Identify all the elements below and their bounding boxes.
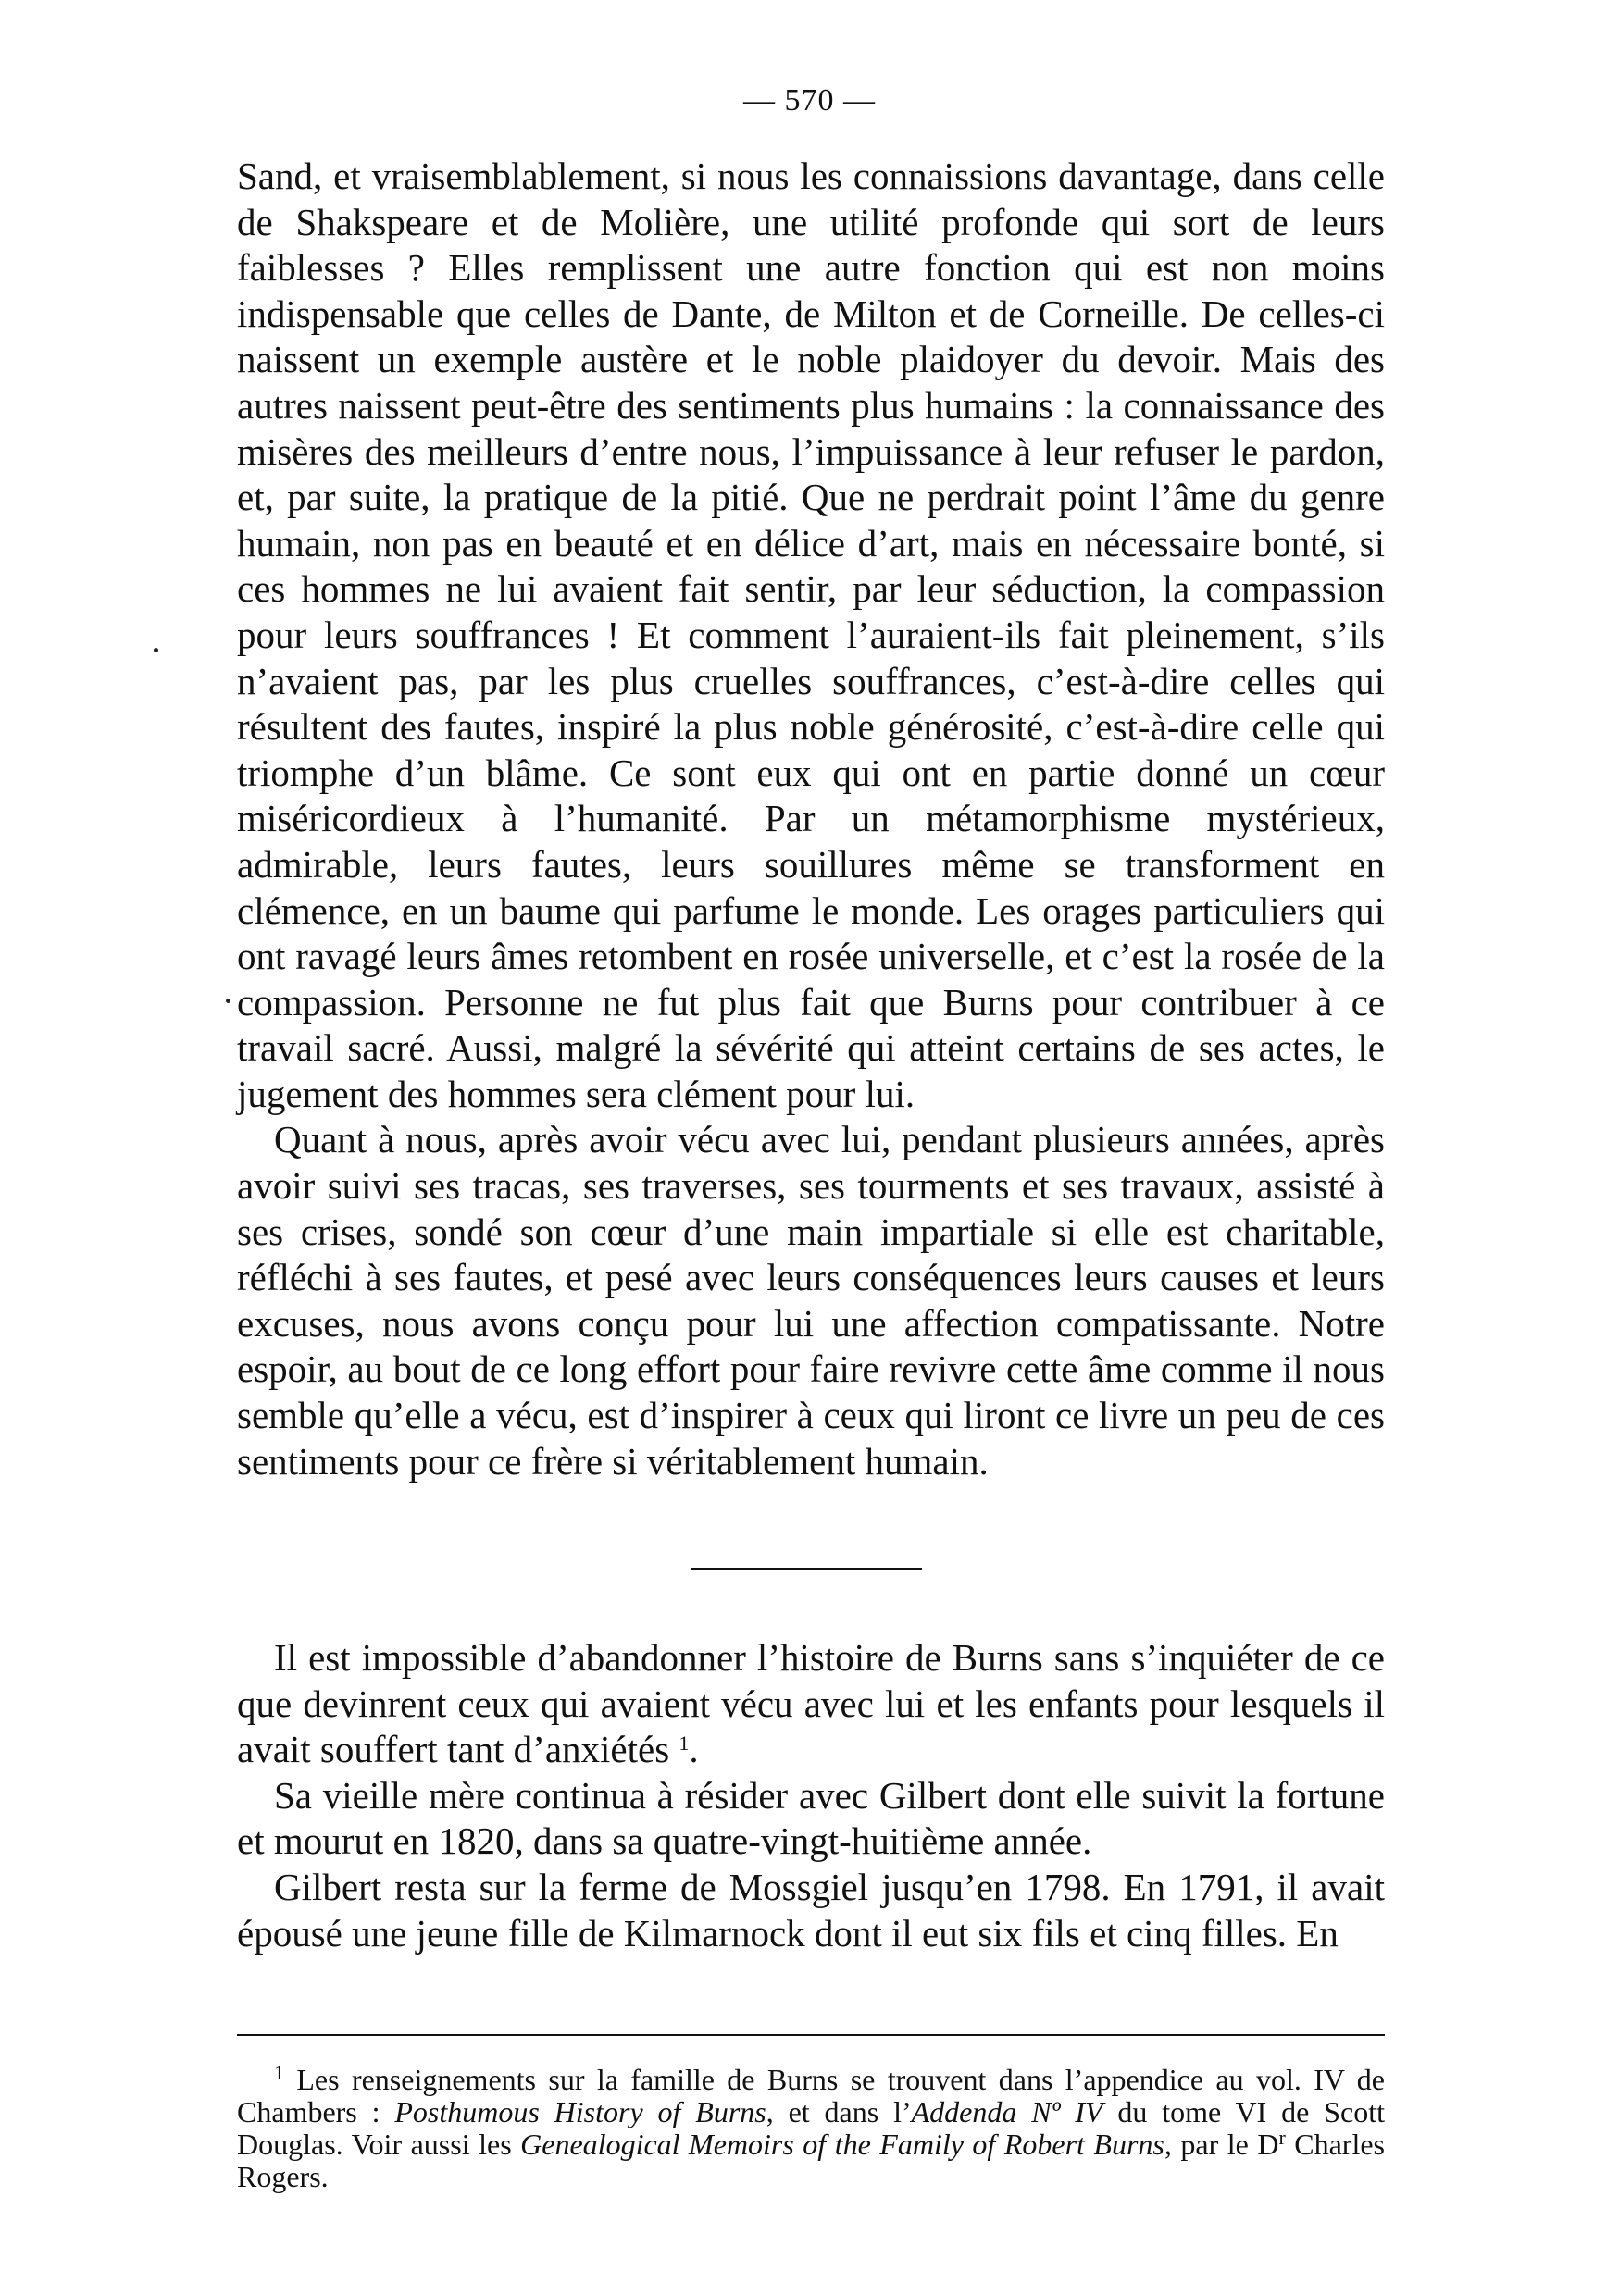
paragraph — [237, 1635, 1385, 1773]
footnote-segment: , par le D — [1164, 2128, 1279, 2161]
footnote-segment: Les renseignements sur la famille de Burns se trouvent dans l’appendice au vol. IV de Chambers : — [237, 2063, 1385, 2128]
footnote-segment: , et dans l’ — [766, 2095, 912, 2128]
footnote-reference[interactable]: 1 — [679, 1731, 690, 1756]
footnote-title: Addenda Nº IV — [911, 2095, 1103, 2128]
paragraph: Gilbert resta sur la ferme de Mossgiel jusqu’en 1798. En 1791, il avait épousé une jeune fille de Kilmarnock dont il eut six fils et cinq filles. En — [237, 1865, 1385, 1955]
paragraph: Quant à nous, après avoir vécu avec lui, pendant plusieurs années, après avoir suivi ses tracas, ses traverses, ses tourments et ses travaux, assisté à ses crises, sondé son cœur d’une main impartiale si elle est charitable, réfléchi à ses fautes, et pesé avec leurs conséquences leurs causes et leurs excuses, nous avons conçu pour lui une affection compatissante. Notre espoir, au bout de ce long effort pour faire revivre cette âme comme il nous semble qu’elle a vécu, est d’inspirer à ceux qui liront ce livre un peu de ces sentiments pour ce frère si véritablement humain. — [237, 1118, 1385, 1483]
footnote-title: Posthumous History of Burns — [394, 2095, 766, 2128]
paragraph-text: Il est impossible d’abandonner l’histoire de Burns sans s’inquiéter de ce que devinrent ceux qui avaient vécu avec lui et les enfants pour lesquels il avait souffert tant d’anxiétés — [237, 1636, 1385, 1771]
footnote-title: Genealogical Memoirs of the Family of Robert Burns — [520, 2128, 1164, 2161]
footnote — [237, 2056, 1385, 2193]
main-text-block — [237, 154, 1385, 1484]
paragraph: Sand, et vraisemblablement, si nous les connaissions davantage, dans celle de Shakspeare et de Molière, une utilité profonde qui sort de leurs faiblesses ? Elles remplissent une autre fonction qui est non moins indispensable que celles de Dante, de Milton et de Corneille. De celles-ci naissent un exemple austère et le noble plaidoyer du devoir. Mais des autres naissent peut-être des sentiments plus humains : la connaissance des misères des meilleurs d’entre nous, l’impuissance à leur refuser le pardon, et, par suite, la pratique de la pitié. Que ne perdrait point l’âme du genre humain, non pas en beauté et en délice d’art, mais en nécessaire bonté, si ces hommes ne lui avaient fait sentir, par leur séduction, la compassion pour leurs souffrances ! Et comment l’auraient-ils fait pleinement, s’ils n’avaient pas, par les plus cruelles souffrances, c’est-à-dire celles qui résultent des fautes, inspiré la plus noble générosité, c’est-à-dire celle qui triomphe d’un blâme. Ce sont eux qui ont en partie donné un cœur miséricordieux à l’humanité. Par un métamorphisme mystérieux, admirable, leurs fautes, leurs souillures même se transforment en clémence, en un baume qui parfume le monde. Les orages particuliers qui ont ravagé leurs âmes retombent en rosée universelle, et c’est la rosée de la compassion. Personne ne fut plus fait que Burns pour contribuer à ce travail sacré. Aussi, malgré la sévérité qui atteint certains de ses actes, le jugement des hommes sera clément pour lui. — [237, 155, 1385, 1115]
paragraph: Sa vieille mère continua à résider avec Gilbert dont elle suivit la fortune et mourut en 1820, dans sa quatre-vingt-huitième année. — [237, 1773, 1385, 1863]
margin-dot — [154, 648, 158, 652]
section-separator — [691, 1568, 922, 1570]
footnote-segment: Charles Rogers. — [237, 2128, 1386, 2193]
paragraph-end: . — [689, 1728, 699, 1771]
footnote-superscript: r — [1278, 2126, 1286, 2149]
footnote-segment: du tome VI de Scott Douglas. Voir aussi les — [237, 2095, 1385, 2161]
margin-dot — [226, 999, 230, 1003]
page-number: — 570 — — [743, 83, 876, 118]
section-text-block — [237, 1635, 1385, 1956]
footnote-text — [237, 2056, 1385, 2193]
footnote-rule — [237, 2034, 1385, 2036]
footnote-marker: 1 — [274, 2061, 284, 2084]
